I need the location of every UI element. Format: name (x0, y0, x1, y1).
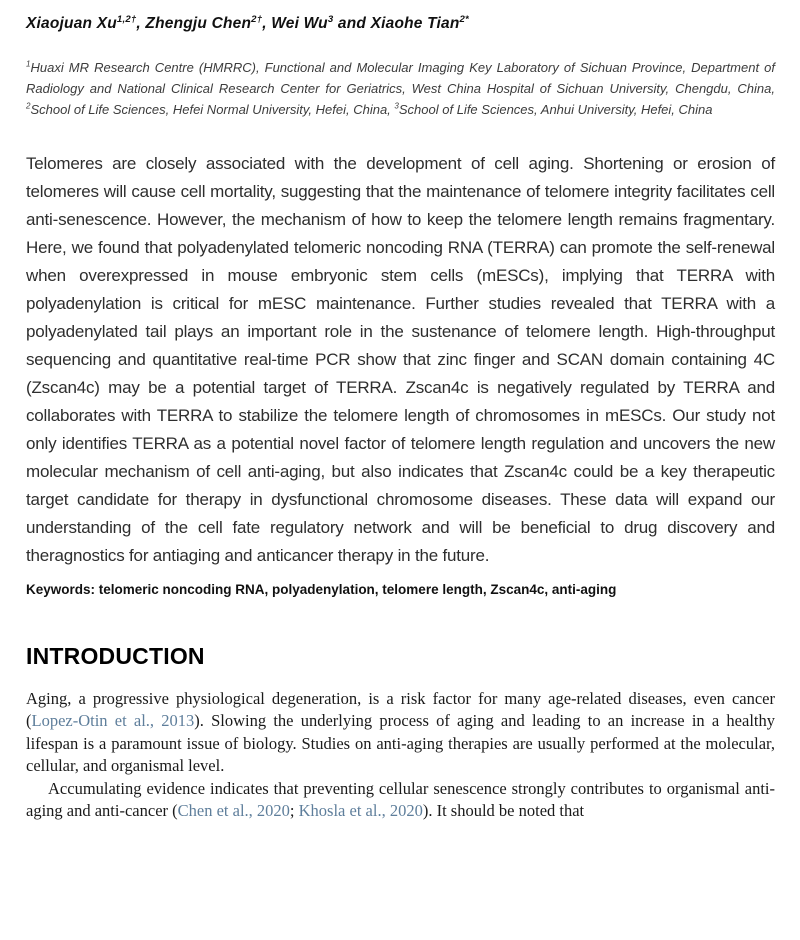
affiliation-marker: 2 (26, 101, 31, 111)
author-affiliation-marker: 3 (327, 13, 334, 25)
text-segment: Aging, a progressive physiological degeneration, is a risk factor for many age-related diseases, even cancer ( (26, 689, 775, 731)
citation-link[interactable]: Lopez-Otin et al., 2013 (31, 711, 195, 731)
paragraph (26, 688, 775, 778)
text-segment: ). Slowing the underlying process of aging and leading to an increase in a healthy lifespan is a paramount issue of biology. Studies on anti-aging therapies are usually performed at the molecular, cellular, and organismal level. (26, 711, 775, 776)
article-page (0, 14, 800, 940)
keywords-text: telomeric noncoding RNA, polyadenylation, telomere length, Zscan4c, anti-aging (98, 582, 617, 597)
author-affiliation-marker: 2* (459, 13, 469, 25)
author-name: , Wei Wu (262, 15, 328, 32)
affiliations (26, 57, 775, 120)
keywords-label: Keywords: (26, 582, 99, 597)
affiliation-text: School of Life Sciences, Anhui University, Hefei, China (398, 102, 713, 117)
author-line (26, 14, 775, 33)
author-name: , Zhengju Chen (136, 15, 252, 32)
author-affiliation-marker: 2† (251, 13, 263, 25)
abstract-text: Telomeres are closely associated with the development of cell aging. Shortening or erosion of telomeres will cause cell mortality, suggesting that the maintenance of telomere integrity facilitates cell anti-senescence. However, the mechanism of how to keep the telomere length remains fragmentary. Here, we found that polyadenylated telomeric noncoding RNA (TERRA) can promote the self-renewal when overexpressed in mouse embryonic stem cells (mESCs), implying that TERRA with polyadenylation is critical for mESC maintenance. Further studies revealed that TERRA with a polyadenylated tail plays an important role in the sustenance of telomere length. High-throughput sequencing and quantitative real-time PCR show that zinc finger and SCAN domain containing 4C (Zscan4c) may be a potential target of TERRA. Zscan4c is negatively regulated by TERRA and collaborates with TERRA to stabilize the telomere length of chromosomes in mESCs. Our study not only identifies TERRA as a potential novel factor of telomere length regulation and uncovers the new molecular mechanism of cell anti-aging, but also indicates that Zscan4c could be a key therapeutic target candidate for therapy in dysfunctional chromosome diseases. These data will expand our understanding of the cell fate regulatory network and will be beneficial to drug discovery and theragnostics for antiaging and anticancer therapy in the future. (26, 154, 775, 565)
citation-link[interactable]: Khosla et al., 2020 (298, 801, 423, 821)
text-segment: Accumulating evidence indicates that preventing cellular senescence strongly contributes to organismal anti-aging and anti-cancer ( (26, 778, 775, 821)
introduction-body (26, 688, 775, 822)
affiliation-marker: 3 (394, 101, 399, 111)
affiliation-text: Huaxi MR Research Centre (HMRRC), Functional and Molecular Imaging Key Laboratory of Sichuan Province, Department of Radiology and National Clinical Research Center for Geriatrics, West China Hospital of Sichuan University, Chengdu, China, (26, 60, 775, 96)
section-heading-introduction: INTRODUCTION (26, 643, 205, 669)
author-affiliation-marker: 1,2† (116, 13, 137, 25)
affiliation-text: School of Life Sciences, Hefei Normal University, Hefei, China, (30, 102, 395, 117)
keywords-line (26, 581, 775, 598)
text-segment: ; (289, 801, 299, 821)
author-name: and Xiaohe Tian (333, 15, 460, 32)
affiliation-marker: 1 (26, 59, 31, 69)
text-segment: ). It should be noted that (422, 801, 585, 821)
author-name: Xiaojuan Xu (26, 15, 117, 32)
paragraph (26, 778, 775, 823)
citation-link[interactable]: Chen et al., 2020 (177, 801, 290, 821)
